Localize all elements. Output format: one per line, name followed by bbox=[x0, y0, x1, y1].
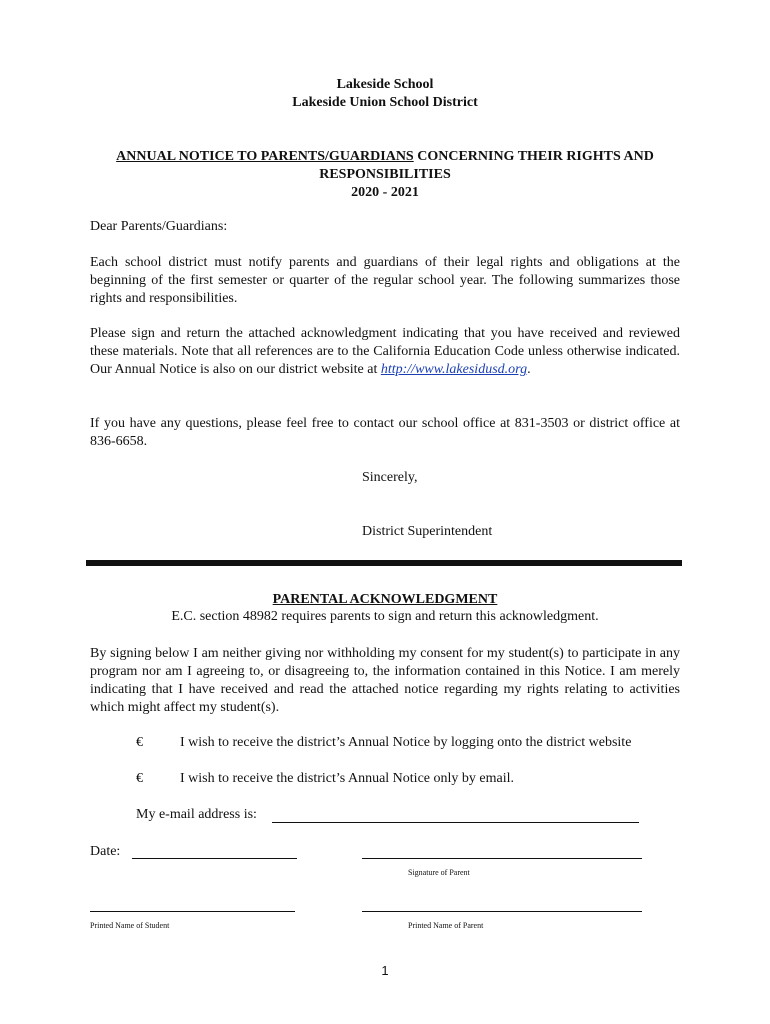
email-label: My e-mail address is: bbox=[136, 807, 257, 822]
paragraph-3: If you have any questions, please feel free to contact our school office at 831-3503 or district office at 836-6658. bbox=[90, 416, 680, 449]
option2-label: I wish to receive the district’s Annual Notice only by email. bbox=[180, 771, 514, 786]
section-divider bbox=[86, 560, 682, 566]
notice-title bbox=[60, 148, 710, 202]
printed-student-label: Printed Name of Student bbox=[90, 921, 170, 930]
title-underlined: ANNUAL NOTICE TO PARENTS/GUARDIANS bbox=[116, 149, 414, 164]
option1-checkbox[interactable]: € bbox=[136, 735, 143, 750]
paragraph-2-end: . bbox=[527, 362, 531, 377]
paragraph-1: Each school district must notify parents and guardians of their legal rights and obligations at the beginning of the first semester or quarter of the regular school year. The following summarizes those rights and responsibilities. bbox=[90, 255, 680, 306]
option1-label: I wish to receive the district’s Annual Notice by logging onto the district website bbox=[180, 735, 632, 750]
date-field[interactable] bbox=[132, 858, 297, 859]
school-name: Lakeside School bbox=[336, 77, 434, 92]
student-name-field[interactable] bbox=[90, 911, 295, 912]
parent-name-field[interactable] bbox=[362, 911, 642, 912]
district-website-link[interactable]: http://www.lakesidusd.org bbox=[380, 362, 528, 377]
signature-of-parent-label: Signature of Parent bbox=[408, 868, 470, 877]
district-name: Lakeside Union School District bbox=[292, 95, 478, 110]
printed-parent-label: Printed Name of Parent bbox=[408, 921, 484, 930]
paragraph-2 bbox=[90, 325, 680, 379]
signer-title: District Superintendent bbox=[362, 524, 493, 539]
parent-signature-field[interactable] bbox=[362, 858, 642, 859]
title-line2: RESPONSIBILITIES bbox=[319, 167, 451, 182]
date-label: Date: bbox=[90, 844, 121, 859]
page-number: 1 bbox=[381, 963, 389, 978]
title-rest: CONCERNING THEIR RIGHTS AND bbox=[413, 149, 654, 164]
paragraph-2-text: Please sign and return the attached acknowledgment indicating that you have received and reviewed these materials. Note that all references are to the California Education Code unless otherwise indicated. Our Annual Notice is also on our district website at bbox=[90, 326, 680, 377]
option2-checkbox[interactable]: € bbox=[136, 771, 143, 786]
title-year: 2020 - 2021 bbox=[351, 185, 419, 200]
salutation: Dear Parents/Guardians: bbox=[90, 219, 228, 234]
ack-title: PARENTAL ACKNOWLEDGMENT bbox=[272, 592, 498, 607]
closing: Sincerely, bbox=[362, 470, 418, 485]
email-field[interactable] bbox=[272, 822, 639, 823]
ack-body: By signing below I am neither giving nor withholding my consent for my student(s) to participate in any program nor am I agreeing to, or disagreeing to, the information contained in this Notice. I am merely indicating that I have received and read the attached notice regarding my rights relating to activities which might affect my student(s). bbox=[90, 646, 680, 715]
ack-subtitle: E.C. section 48982 requires parents to sign and return this acknowledgment. bbox=[171, 609, 599, 624]
